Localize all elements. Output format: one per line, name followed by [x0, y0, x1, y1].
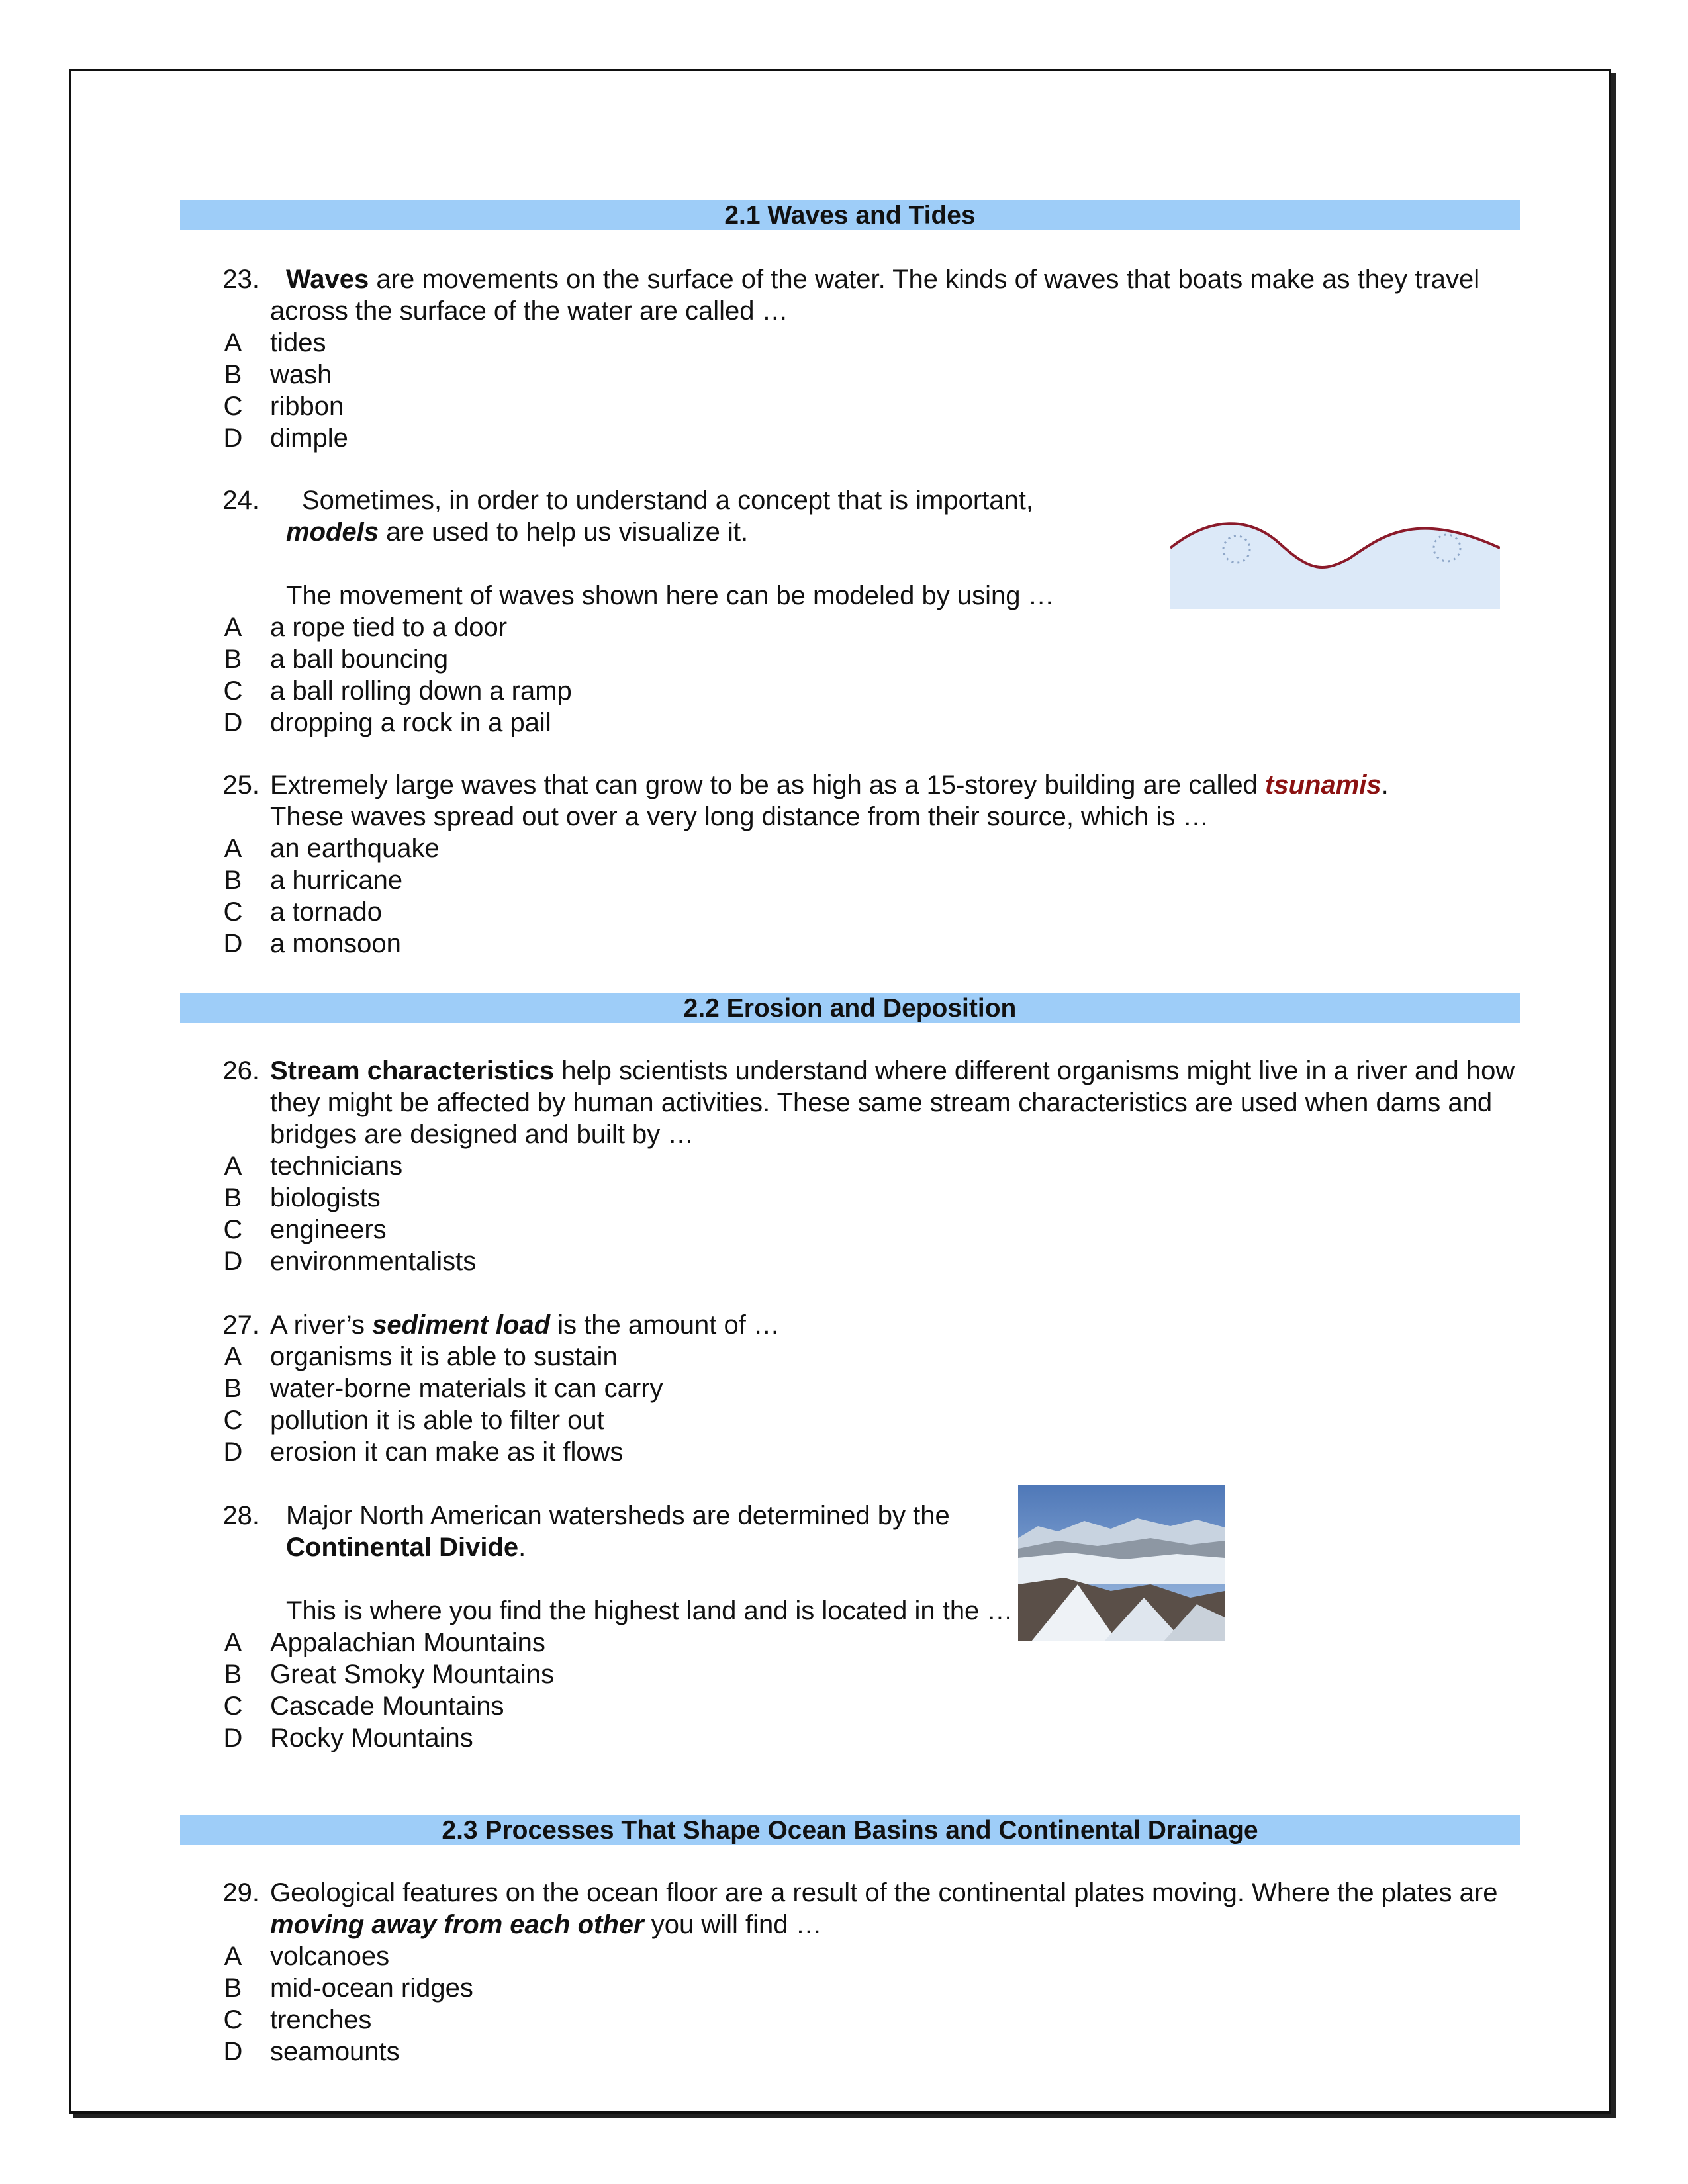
question-number: 28. — [222, 1501, 259, 1530]
question-text: Extremely large waves that can grow to be as high as a 15-storey building are called tsunamis. These waves spread out over a very long distance from their source, which is … — [270, 769, 1520, 833]
question-number: 27. — [222, 1310, 259, 1340]
section-header-ocean-basins: 2.3 Processes That Shape Ocean Basins and Continental Drainage — [180, 1815, 1520, 1845]
question-term: tsunamis — [1265, 770, 1382, 799]
option-c[interactable]: C Cascade Mountains — [223, 1692, 504, 1721]
option-a[interactable]: A volcanoes — [224, 1942, 390, 1971]
option-b[interactable]: B a hurricane — [224, 866, 403, 895]
option-d[interactable]: D environmentalists — [223, 1247, 477, 1276]
question-text: Major North American watersheds are determined by the Continental Divide. This is where you find the highest land and is located in the … — [286, 1500, 1173, 1627]
question-term: Stream characteristics — [270, 1056, 555, 1085]
question-body: are movements on the surface of the water. The kinds of waves that boats make as they travel across the surface of the water are called … — [270, 265, 1480, 326]
question-23 — [180, 263, 1520, 454]
option-a[interactable]: A Appalachian Mountains — [224, 1628, 545, 1657]
question-number: 23. — [222, 265, 259, 294]
question-term: sediment load — [372, 1310, 551, 1340]
wave-diagram — [1170, 518, 1500, 609]
option-b[interactable]: B mid-ocean ridges — [224, 1974, 473, 2003]
section-header-waves-tides: 2.1 Waves and Tides — [180, 200, 1520, 230]
question-number: 24. — [222, 486, 259, 515]
question-body: help scientists understand where different organisms might live in a river and how they might be affected by human activities. These same stream characteristics are used when dams and bridges are designed and built by … — [270, 1056, 1515, 1149]
question-27 — [180, 1309, 1520, 1468]
question-number: 29. — [222, 1878, 259, 1907]
question-text: Geological features on the ocean floor are a result of the continental plates moving. Where the plates are moving away from each other you will find … — [270, 1878, 1498, 1939]
question-body: Major North American watersheds are determined by the — [286, 1501, 950, 1530]
option-a[interactable]: A organisms it is able to sustain — [224, 1342, 618, 1371]
question-body: Extremely large waves that can grow to be as high as a 15-storey building are called — [270, 770, 1266, 799]
question-body-2: These waves spread out over a very long distance from their source, which is … — [270, 802, 1209, 831]
question-term: Continental Divide — [286, 1533, 519, 1562]
water-fill — [1170, 523, 1500, 609]
question-body-2: This is where you find the highest land and is located in the … — [286, 1596, 1013, 1625]
question-text: A river’s sediment load is the amount of … — [270, 1310, 780, 1340]
option-a[interactable]: A technicians — [224, 1152, 403, 1181]
mountain-photo — [1018, 1485, 1225, 1641]
question-25 — [180, 769, 1520, 960]
option-b[interactable]: B biologists — [224, 1183, 381, 1212]
question-text — [270, 263, 1520, 327]
option-a[interactable]: A a rope tied to a door — [224, 613, 508, 642]
question-intro-2: are used to help us visualize it. — [379, 518, 749, 547]
option-d[interactable]: D dimple — [223, 424, 348, 453]
question-28 — [180, 1500, 1520, 1754]
question-26 — [180, 1055, 1520, 1277]
option-b[interactable]: B a ball bouncing — [224, 645, 449, 674]
question-term: models — [286, 518, 379, 547]
option-c[interactable]: C a tornado — [223, 897, 383, 927]
section-header-erosion-deposition: 2.2 Erosion and Deposition — [180, 993, 1520, 1023]
option-c[interactable]: C engineers — [223, 1215, 387, 1244]
option-d[interactable]: D Rocky Mountains — [223, 1723, 473, 1752]
option-b[interactable]: B Great Smoky Mountains — [224, 1660, 555, 1689]
option-d[interactable]: D erosion it can make as it flows — [223, 1437, 624, 1467]
option-c[interactable]: C a ball rolling down a ramp — [223, 676, 572, 705]
option-c[interactable]: C pollution it is able to filter out — [223, 1406, 604, 1435]
option-b[interactable]: B wash — [224, 360, 332, 389]
question-text — [270, 1055, 1520, 1150]
option-b[interactable]: B water-borne materials it can carry — [224, 1374, 663, 1403]
option-d[interactable]: D a monsoon — [223, 929, 401, 958]
option-c[interactable]: C trenches — [223, 2005, 372, 2034]
question-term: moving away from each other — [270, 1910, 644, 1939]
question-intro: Sometimes, in order to understand a concept that is important, — [302, 486, 1034, 515]
question-29 — [180, 1877, 1520, 2068]
option-a[interactable]: A tides — [224, 328, 326, 357]
question-number: 25. — [222, 770, 259, 799]
question-number: 26. — [222, 1056, 259, 1085]
question-body: The movement of waves shown here can be modeled by using … — [286, 581, 1055, 610]
option-c[interactable]: C ribbon — [223, 392, 344, 421]
option-a[interactable]: A an earthquake — [224, 834, 440, 863]
option-d[interactable]: D dropping a rock in a pail — [223, 708, 551, 737]
question-term: Waves — [286, 265, 369, 294]
option-d[interactable]: D seamounts — [223, 2037, 400, 2066]
